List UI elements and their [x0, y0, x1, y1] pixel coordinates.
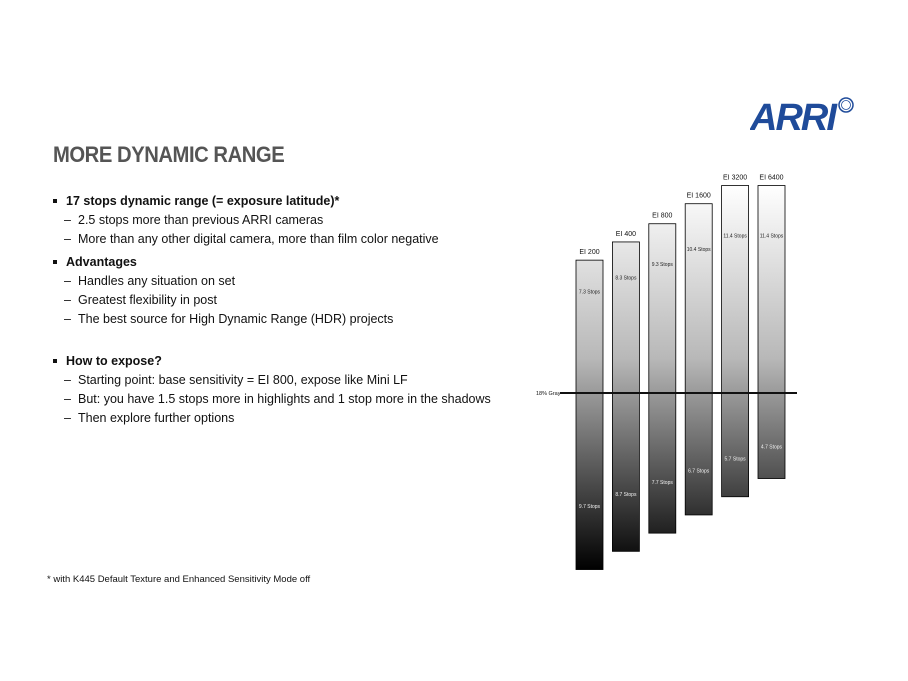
stops-below-label: 5.7 Stops [724, 456, 746, 463]
range-bar [612, 242, 639, 551]
category-label: EI 1600 [686, 192, 711, 200]
bullet-item: – Handles any situation on set [64, 274, 236, 288]
category-label: EI 6400 [759, 174, 784, 182]
category-label: EI 200 [579, 249, 600, 257]
stops-above-label: 9.3 Stops [651, 262, 673, 269]
bullet-item: – Greatest flexibility in post [64, 293, 217, 307]
category-label: EI 3200 [723, 174, 748, 182]
bullet-item: – Starting point: base sensitivity = EI 800, expose like Mini LF [64, 373, 408, 387]
range-bar [649, 224, 676, 533]
range-bar [576, 260, 603, 569]
category-label: EI 800 [652, 212, 673, 220]
stops-above-label: 7.3 Stops [578, 289, 601, 296]
bullet-item: – But: you have 1.5 stops more in highlights and 1 stop more in the shadows [64, 392, 491, 406]
bullet-item: – Then explore further options [64, 411, 235, 425]
bullet-heading: Advantages [53, 253, 523, 272]
stops-below-label: 8.7 Stops [615, 491, 637, 498]
stops-below-label: 4.7 Stops [760, 444, 783, 451]
bullet-item: – More than any other digital camera, more than film color negative [64, 232, 439, 246]
footnote: * with K445 Default Texture and Enhanced Sensitivity Mode off [47, 574, 311, 585]
page-title: MORE DYNAMIC RANGE [53, 142, 285, 167]
bullet-item: – The best source for High Dynamic Range (HDR) projects [64, 312, 394, 326]
arri-logo-text: ARRI [750, 97, 835, 135]
stops-below-label: 9.7 Stops [578, 503, 601, 510]
stops-above-label: 10.4 Stops [686, 247, 711, 254]
range-bar [722, 186, 749, 497]
gray-reference-label: 18% Gray [536, 391, 561, 397]
bullet-item: – 2.5 stops more than previous ARRI cameras [64, 213, 324, 227]
stops-above-label: 11.4 Stops [723, 233, 747, 240]
bullet-heading: 17 stops dynamic range (= exposure latitude)* [53, 192, 523, 211]
range-bar [758, 186, 785, 479]
bullet-heading: How to expose? [53, 352, 523, 371]
stops-above-label: 11.4 Stops [759, 233, 784, 240]
category-label: EI 400 [615, 230, 637, 238]
stops-above-label: 8.3 Stops [615, 275, 637, 282]
stops-below-label: 6.7 Stops [688, 468, 710, 475]
stops-below-label: 7.7 Stops [651, 480, 673, 487]
